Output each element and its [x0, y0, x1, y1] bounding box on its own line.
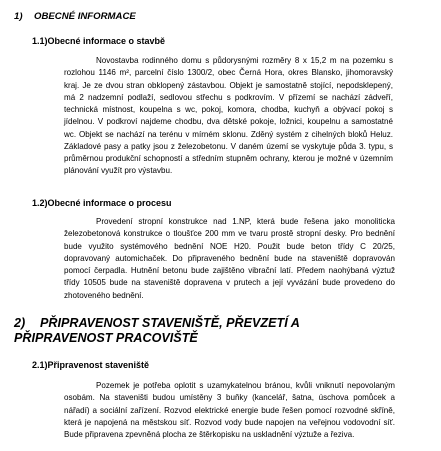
subsection-1-2-text: Provedení stropní konstrukce nad 1.NP, která bude řešena jako monoliticka železobetonová konstrukce o tloušťce 200 mm ve tvaru prostě stropní desky. Pro bednění bude využito systémového bednění NOE H20. Použit bude beton třídy C 20/25, dopravovaný automichaček. Do připraveného bednění bude na staveniště dopravován pomocí čerpadla. Hutnění betonu bude zajištěno vibrační latí. Předem naohýbaná výztuž třídy 10505 bude na staveniště dopravena v prutech a její vyvázání bude provedeno do zhotoveného bednění.: [64, 217, 395, 300]
subsection-1-2-heading: [32, 198, 172, 208]
subsection-2-1-title: Připravenost staveniště: [47, 360, 150, 370]
subsection-1-2-title: Obecné informace o procesu: [47, 198, 172, 208]
subsection-2-1-paragraph: [64, 380, 395, 441]
subsection-2-1-number: 2.1): [32, 360, 48, 370]
section-1-title: OBECNÉ INFORMACE: [34, 11, 136, 22]
subsection-2-1-text: Pozemek je potřeba oplotit s uzamykatelnou bránou, kvůli vniknutí nepovolaným osobám. Na staveništi budou umístěny 3 buňky (kancelář, šatna, úschova pomůcek a nářadí) a sociální zařízení. Rozvod elektrické energie bude řešen pomocí rozvodné skříně, která je napojená na městskou síť. Rozvod vody bude napojen na veřejnou vodovodní síť. Bude připravena zpevněná plocha ze štěrkopisku na uskladnění výztuže a řeziva.: [64, 381, 395, 439]
subsection-1-2-paragraph: [64, 216, 395, 302]
section-1-heading: [14, 11, 136, 22]
subsection-1-1-heading: [32, 36, 165, 46]
section-1-number: 1): [14, 11, 23, 22]
subsection-1-1-title: Obecné informace o stavbě: [47, 36, 166, 46]
section-2-heading: [14, 316, 384, 346]
subsection-1-1-paragraph: [64, 55, 393, 178]
subsection-2-1-heading: [32, 360, 149, 370]
subsection-1-1-text: Novostavba rodinného domu s půdorysnými rozměry 8 x 15,2 m na pozemku s rozlohou 1146 m², parcelní číslo 1300/2, obec Černá Hora, okres Blansko, jihomoravský kraj. Je ze dvou stran obklopený zástavbou. Objekt je samostatně stojící, nepodsklepený, má 2 nadzemní podlaží, sedlovou střechu s podkrovím. V přízemí se nachází zádveří, technická místnost, koupelna s wc, pokoj, komora, chodba, kuchyň a obývací pokoj s jídelnou. V podkroví najdeme chodbu, dva dětské pokoje, ložnici, koupelnu a samostatné wc. Objekt se nachází na terénu v mírném sklonu. Zděný systém z cihelných bloků Heluz. Základové pasy a patky jsou z železobetonu. V daném území se vyskytuje půda 3. typu, s průměrnou produkční schopností a středním stupněm ochrany, kterou je možné v územním plánování využít pro výstavbu.: [64, 56, 393, 176]
subsection-1-2-number: 1.2): [32, 198, 48, 208]
section-2-title: PŘIPRAVENOST STAVENIŠTĚ, PŘEVZETÍ A PŘIPRAVENOST PRACOVIŠTĚ: [14, 316, 300, 345]
subsection-1-1-number: 1.1): [32, 36, 48, 46]
section-2-number: 2): [14, 316, 26, 330]
